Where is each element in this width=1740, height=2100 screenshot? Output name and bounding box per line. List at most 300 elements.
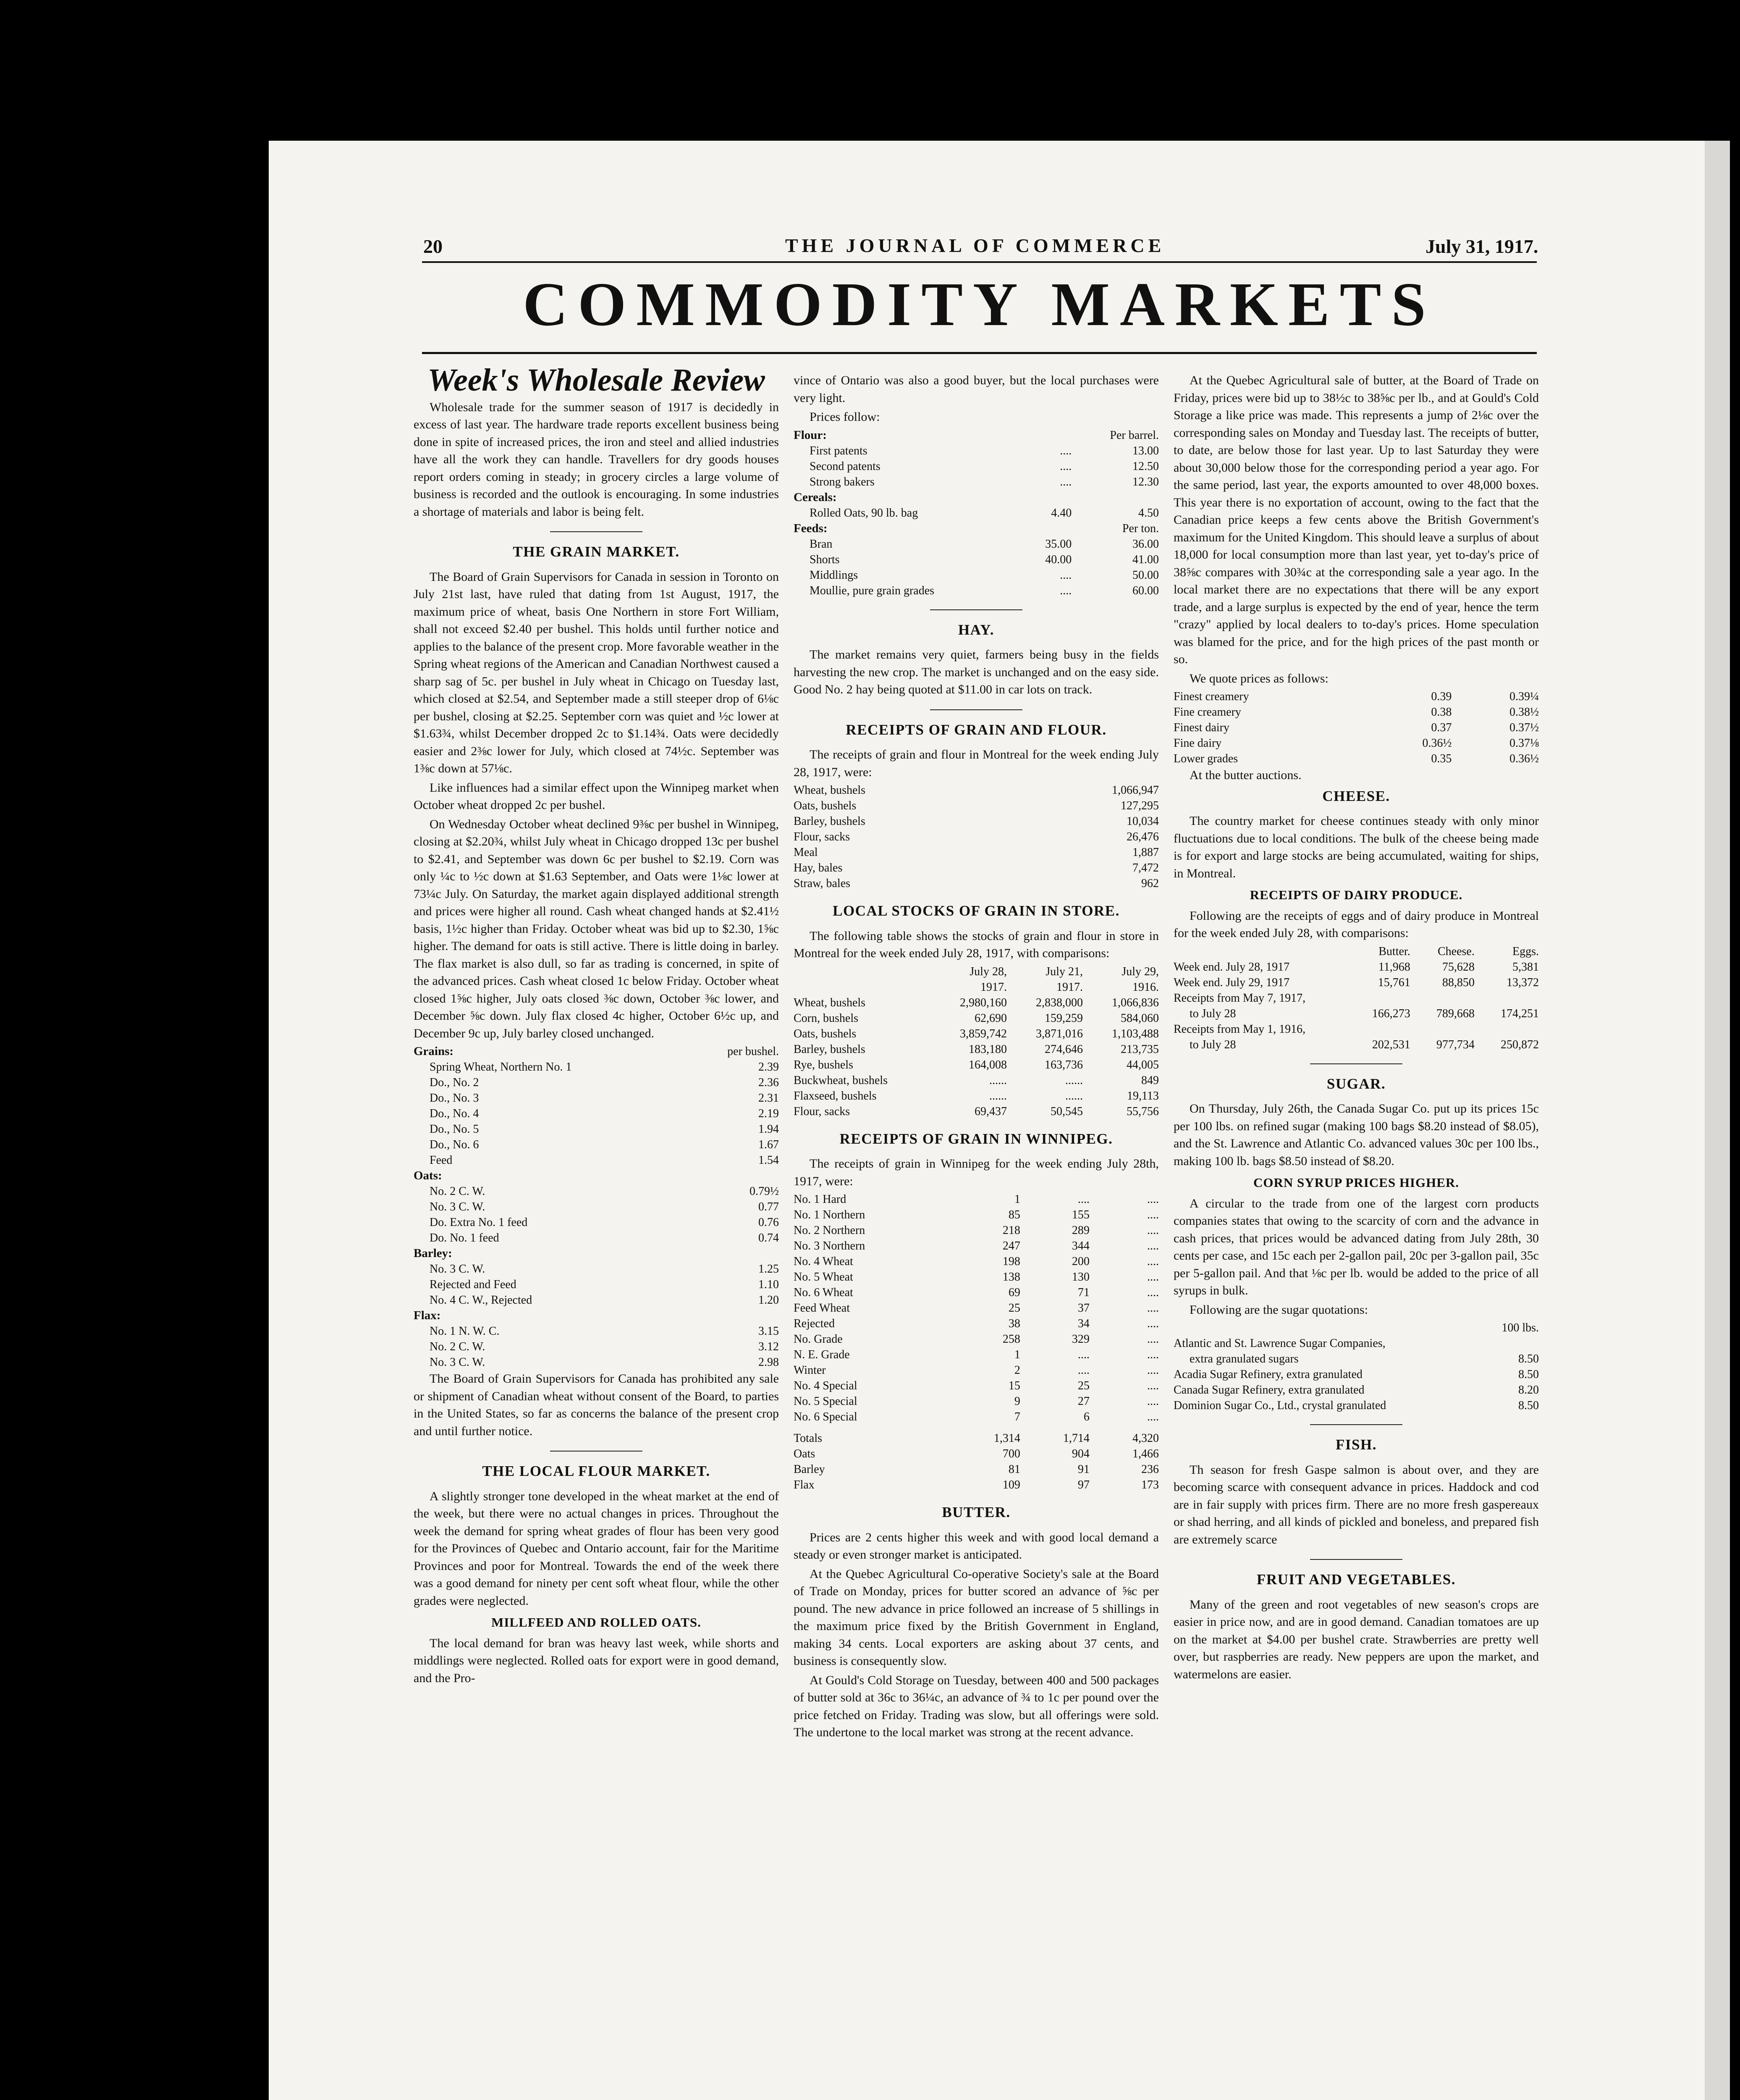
table-row [794, 1011, 1159, 1026]
row-value: 1.67 [758, 1138, 779, 1151]
row-label: Winter [794, 1364, 826, 1377]
row-value: 19,113 [1127, 1089, 1159, 1102]
table-row [794, 1477, 1159, 1493]
millfeed-heading: MILLFEED AND ROLLED OATS. [491, 1615, 701, 1630]
feeds-label: Feeds: [794, 521, 828, 535]
row-value: 71 [1077, 1286, 1090, 1299]
row-value: 55,756 [1127, 1105, 1159, 1118]
table-row [794, 1316, 1159, 1331]
row-value: .... [1147, 1255, 1159, 1268]
row-value: 2.98 [758, 1356, 779, 1369]
stocks-heading: LOCAL STOCKS OF GRAIN IN STORE. [833, 903, 1120, 919]
grains-unit: per bushel. [727, 1045, 779, 1058]
table-row [794, 1104, 1159, 1119]
row-label: Do. Extra No. 1 feed [430, 1216, 528, 1229]
row-label: Do., No. 3 [430, 1092, 479, 1105]
row-value: 3.15 [758, 1325, 779, 1338]
table-row [414, 1199, 779, 1215]
table-row [794, 1192, 1159, 1207]
row-label: Spring Wheat, Northern No. 1 [430, 1060, 572, 1074]
fruit-paragraph: Many of the green and root vegetables of new season's crops are easier in price now, and are in good demand. Canadian tomatoes are up on the market at $4.00 per bushel crate. Strawberries are pretty well over, but raspberries are ready. New peppers are upon the market, and watermelons are easier. [1174, 1597, 1539, 1681]
row-value: 8.50 [1518, 1399, 1539, 1412]
row-value: 700 [1002, 1447, 1020, 1460]
row-value: 1,314 [993, 1432, 1020, 1445]
table-row [1174, 720, 1539, 735]
butter-auctions-note: At the butter auctions. [1190, 768, 1302, 782]
row-label: Do., No. 6 [430, 1138, 479, 1151]
prices-follow: Prices follow: [810, 410, 880, 424]
table-row [794, 1026, 1159, 1042]
sugar-price-table [1174, 1320, 1539, 1413]
table-row [1174, 1398, 1539, 1413]
row-value: 977,734 [1436, 1038, 1475, 1051]
table-row [794, 1057, 1159, 1073]
row-label: No. 3 C. W. [430, 1263, 485, 1276]
row-label: No. 3 Northern [794, 1239, 865, 1252]
separator [930, 609, 1022, 610]
row-value: 4.40 [1051, 506, 1072, 520]
table-row [794, 814, 1159, 829]
row-value: 69 [1008, 1286, 1020, 1299]
winnipeg-table [794, 1192, 1159, 1493]
row-value: 1,714 [1063, 1432, 1090, 1445]
row-value: 0.77 [758, 1200, 779, 1213]
table-row [414, 1059, 779, 1075]
separator [1310, 1559, 1402, 1560]
row-value: ...... [1065, 1074, 1083, 1087]
row-value: 12.30 [1132, 475, 1159, 488]
table-row [794, 1362, 1159, 1378]
stocks-year-1: 1917. [980, 980, 1007, 994]
row-value: 166,273 [1372, 1007, 1410, 1020]
row-value: 2.39 [758, 1060, 779, 1074]
table-row [794, 1088, 1159, 1104]
row-value: 1,887 [1132, 846, 1159, 859]
row-value: 329 [1072, 1333, 1090, 1346]
row-value: 27 [1077, 1395, 1090, 1408]
row-label: Flax [794, 1478, 815, 1491]
table-row [1174, 1336, 1539, 1351]
row-value: .... [1147, 1379, 1159, 1392]
row-value: 15,761 [1378, 976, 1410, 989]
row-value: .... [1147, 1395, 1159, 1408]
separator [550, 531, 642, 532]
table-row [794, 1285, 1159, 1300]
flour-label: Flour: [794, 428, 827, 442]
row-value: 1,466 [1132, 1447, 1159, 1460]
table-row [1174, 1006, 1539, 1021]
row-value: 8.50 [1518, 1368, 1539, 1381]
row-value: 289 [1072, 1224, 1090, 1237]
table-row [794, 567, 1159, 583]
table-row [414, 1152, 779, 1168]
row-label: No. 2 Northern [794, 1224, 865, 1237]
row-value: ...... [989, 1089, 1007, 1102]
row-value: 26,476 [1127, 830, 1159, 843]
row-value: 2,980,160 [959, 996, 1007, 1009]
row-value: 174,251 [1501, 1007, 1539, 1020]
row-value: 127,295 [1121, 799, 1159, 812]
publication-title: THE JOURNAL OF COMMERCE [785, 235, 1165, 256]
table-row [794, 1073, 1159, 1088]
stocks-col-3: July 29, [1122, 965, 1159, 978]
header-rule [422, 261, 1537, 263]
row-label: No. 6 Special [794, 1410, 857, 1423]
table-row [794, 1446, 1159, 1462]
row-value: .... [1147, 1317, 1159, 1330]
row-value: 247 [1002, 1239, 1020, 1252]
row-value: ...... [1065, 1089, 1083, 1102]
row-value: 202,531 [1372, 1038, 1410, 1051]
dairy-col-cheese: Cheese. [1437, 945, 1475, 958]
section-title: COMMODITY MARKETS [523, 270, 1436, 339]
butter-paragraph: At the Quebec Agricultural Co-operative Society's sale at the Board of Trade on Monday, prices for butter scored an advance of ⅝c per pound. The new advance in price followed an increase of 5 shillings in the maximum price fixed by the British Government in England, making 34 cents. Local exporters are asking about 37 cents, and business is consequently slow. [794, 1567, 1159, 1668]
table-row [1174, 975, 1539, 990]
table-row [1174, 1037, 1539, 1053]
row-value: 198 [1002, 1255, 1020, 1268]
row-value: 37 [1077, 1302, 1090, 1315]
sugar-heading: SUGAR. [1326, 1075, 1386, 1092]
row-value: 258 [1002, 1333, 1020, 1346]
row-value: 3.12 [758, 1340, 779, 1353]
row-value: .... [1147, 1410, 1159, 1423]
table-row [414, 1184, 779, 1199]
row-value: .... [1060, 459, 1072, 473]
row-value: 2.31 [758, 1092, 779, 1105]
fish-heading: FISH. [1336, 1436, 1377, 1453]
row-label: Week end. July 28, 1917 [1174, 960, 1290, 974]
row-label: to July 28 [1190, 1007, 1236, 1020]
table-row [794, 459, 1159, 474]
row-label: No. Grade [794, 1333, 843, 1346]
row-value: 0.38 [1431, 706, 1452, 719]
row-value: 155 [1072, 1208, 1090, 1221]
row-value: 138 [1002, 1270, 1020, 1284]
row-value: .... [1147, 1348, 1159, 1361]
row-label: No. 2 C. W. [430, 1340, 485, 1353]
row-label: No. 1 Northern [794, 1208, 865, 1221]
row-label: Week end. July 29, 1917 [1174, 976, 1290, 989]
butter-quote-intro: We quote prices as follows: [1190, 671, 1329, 685]
grains-label: Grains: [414, 1045, 454, 1058]
table-row [794, 1207, 1159, 1223]
table-row [794, 583, 1159, 598]
row-value: 75,628 [1442, 960, 1475, 974]
table-row [794, 1300, 1159, 1316]
flour-price-table [794, 428, 1159, 598]
row-label: No. 4 Wheat [794, 1255, 853, 1268]
sugar-paragraph: On Thursday, July 26th, the Canada Sugar Co. put up its prices 15c per 100 lbs. on refined sugar (making 100 bags $8.20 instead of $8.05), and the St. Lawrence and Atlantic Co. advanced values 30c per 100 lbs., making 100 lb. bags $8.50 instead of $8.20. [1174, 1102, 1539, 1168]
table-row [1174, 735, 1539, 751]
table-row [1174, 959, 1539, 975]
row-label: Corn, bushels [794, 1011, 858, 1025]
row-value: 213,735 [1121, 1042, 1159, 1056]
row-value: 69,437 [974, 1105, 1007, 1118]
table-row [1174, 1367, 1539, 1382]
row-value: 3,859,742 [959, 1027, 1007, 1040]
row-label: Flaxseed, bushels [794, 1089, 877, 1102]
grain-market-heading: THE GRAIN MARKET. [513, 543, 680, 560]
row-value: 0.37⅛ [1509, 737, 1539, 750]
row-value: 200 [1072, 1255, 1090, 1268]
row-label: Flour, sacks [794, 1105, 850, 1118]
row-value: .... [1060, 584, 1072, 597]
row-label: extra granulated sugars [1190, 1352, 1299, 1365]
table-row [794, 1409, 1159, 1425]
row-value: 88,850 [1442, 976, 1475, 989]
table-row [414, 1230, 779, 1246]
grain-paragraph: The Board of Grain Supervisors for Canada has prohibited any sale or shipment of Canadian wheat without consent of the Board, to parties in the United States, so far as concerns the balance of the present crop and until further notice. [414, 1372, 779, 1438]
row-value: 13.00 [1132, 444, 1159, 457]
table-row [1174, 751, 1539, 766]
separator [1310, 1063, 1402, 1064]
row-value: .... [1060, 475, 1072, 488]
row-value: 0.39 [1431, 690, 1452, 703]
dairy-col-eggs: Eggs. [1512, 945, 1539, 958]
table-row [794, 1269, 1159, 1285]
row-value: 584,060 [1121, 1011, 1159, 1025]
table-row [414, 1121, 779, 1137]
row-label: No. 5 Wheat [794, 1270, 853, 1284]
row-label: No. 4 C. W., Rejected [430, 1294, 532, 1307]
row-label: Middlings [810, 568, 858, 582]
oats-label: Oats: [414, 1169, 442, 1182]
row-value: .... [1060, 568, 1072, 582]
fruit-heading: FRUIT AND VEGETABLES. [1257, 1571, 1456, 1588]
row-value: 1,066,947 [1112, 784, 1159, 797]
row-label: Do., No. 2 [430, 1076, 479, 1089]
row-value: 25 [1077, 1379, 1090, 1392]
row-label: Straw, bales [794, 877, 851, 890]
grain-paragraph: On Wednesday October wheat declined 9⅜c per bushel in Winnipeg, closing at $2.20¾, whilst July wheat in Chicago dropped 13c per bushel to $2.41, and September was down 6c per bushel to $2.19. Corn was only ¼c to ½c down at $1.63 September, and Oats were 1⅛c lower at 73¼c July. On Saturday, the market again displayed additional strength and prices were higher all round. Cash wheat changed hands at $2.41½ basis, 1½c higher than Friday. October wheat was bid up to $2.30, 1⅝c higher. The demand for oats is still active. There is little doing in barley. The flax market is also dull, so far as trading is concerned, in spite of the advanced prices. Cash wheat closed 1c below Friday. October wheat closed 1⅝c higher, July oats closed ⅜c down, October ⅜c lower, and December ⅝c down. July flax closed 4c higher, October 6½c up, and December 9c up, July barley closed unchanged. [414, 817, 779, 1040]
table-row [794, 1254, 1159, 1269]
table-row [794, 443, 1159, 459]
row-value: 97 [1077, 1478, 1090, 1491]
table-row [794, 1223, 1159, 1238]
row-value: 1.10 [758, 1278, 779, 1291]
hay-heading: HAY. [958, 621, 995, 638]
row-value: .... [1147, 1302, 1159, 1315]
butter-heading: BUTTER. [942, 1504, 1011, 1520]
row-value: 10,034 [1127, 815, 1159, 828]
row-label: Wheat, bushels [794, 784, 866, 797]
row-label: Totals [794, 1432, 823, 1445]
row-label: No. 1 N. W. C. [430, 1325, 500, 1338]
row-value: 1.54 [758, 1154, 779, 1167]
table-row [1174, 1382, 1539, 1398]
table-row [414, 1075, 779, 1090]
table-row [414, 1106, 779, 1121]
row-value: 12.50 [1132, 459, 1159, 473]
column-2 [794, 372, 1159, 1743]
row-value: .... [1077, 1348, 1090, 1361]
row-label: Feed [430, 1154, 453, 1167]
row-label: Canada Sugar Refinery, extra granulated [1174, 1383, 1365, 1396]
dairy-since-1916: Receipts from May 1, 1916, [1174, 1022, 1306, 1036]
corn-syrup-heading: CORN SYRUP PRICES HIGHER. [1253, 1175, 1460, 1190]
row-value: 1,103,488 [1112, 1027, 1159, 1040]
row-value: 81 [1008, 1463, 1020, 1476]
row-value: 183,180 [968, 1042, 1007, 1056]
table-row [414, 1323, 779, 1339]
table-row [414, 1354, 779, 1370]
table-row [794, 1378, 1159, 1394]
grain-paragraph: The Board of Grain Supervisors for Canada in session in Toronto on July 21st last, have ruled that dating from 1st August, 1917, the maximum price of wheat, basis One Northern in store Fort William, shall not exceed $2.40 per bushel. This holds until further notice and applies to the balance of the present crop. More favorable weather in the Spring wheat regions of the American and Canadian Northwest caused a sharp sag of 5c. per bushel in July wheat in Chicago on Tuesday last, which closed at $2.54, and September made a still steeper drop of 6⅛c per bushel, closing at $2.25. September corn was quiet and ½c lower at $1.63¾, whilst December dropped 2c to $1.14¾. Oats were decidedly easier and 2⅜c lower for July, which closed at 74½c. September was 1⅜c down at 57⅛c. [414, 570, 779, 775]
row-value: 163,736 [1044, 1058, 1083, 1071]
dairy-table [1174, 944, 1539, 1053]
row-label: Rejected [794, 1317, 835, 1330]
row-value: 344 [1072, 1239, 1090, 1252]
row-value: .... [1147, 1270, 1159, 1284]
row-value: 0.35 [1431, 752, 1452, 765]
page-edge [1705, 141, 1730, 2100]
row-label: Flour, sacks [794, 830, 850, 843]
row-value: 15 [1008, 1379, 1020, 1392]
local-flour-heading: THE LOCAL FLOUR MARKET. [482, 1463, 710, 1479]
table-row [414, 1137, 779, 1152]
row-label: Feed Wheat [794, 1302, 850, 1315]
row-value: 2,838,000 [1035, 996, 1083, 1009]
row-value: .... [1147, 1224, 1159, 1237]
row-label: Strong bakers [810, 475, 875, 488]
table-row [794, 1394, 1159, 1409]
row-value: 962 [1141, 877, 1159, 890]
separator [1310, 1424, 1402, 1425]
row-value: 9 [1014, 1395, 1020, 1408]
row-label: Hay, bales [794, 861, 843, 874]
dairy-col-butter: Butter. [1378, 945, 1410, 958]
winnipeg-paragraph: The receipts of grain in Winnipeg for the week ending July 28th, 1917, were: [794, 1157, 1159, 1188]
row-value: 3,871,016 [1035, 1027, 1083, 1040]
row-value: .... [1147, 1208, 1159, 1221]
row-value: 849 [1141, 1074, 1159, 1087]
dairy-heading: RECEIPTS OF DAIRY PRODUCE. [1250, 887, 1463, 902]
table-row [1174, 689, 1539, 704]
row-label: Barley, bushels [794, 815, 865, 828]
row-value: 50,545 [1050, 1105, 1083, 1118]
row-value: 130 [1072, 1270, 1090, 1284]
receipts-table [794, 782, 1159, 891]
row-value: 1.20 [758, 1294, 779, 1307]
row-value: 218 [1002, 1224, 1020, 1237]
row-value: 0.79½ [749, 1185, 779, 1198]
row-value: 2.19 [758, 1107, 779, 1120]
continued-paragraph: vince of Ontario was also a good buyer, but the local purchases were very light. [794, 373, 1159, 405]
table-row [794, 1331, 1159, 1347]
row-value: 173 [1141, 1478, 1159, 1491]
row-label: Acadia Sugar Refinery, extra granulated [1174, 1368, 1363, 1381]
row-value: 38 [1008, 1317, 1020, 1330]
row-value: 34 [1077, 1317, 1090, 1330]
row-label: Do. No. 1 feed [430, 1231, 499, 1244]
row-label: No. 1 Hard [794, 1193, 846, 1206]
flour-paragraph: A slightly stronger tone developed in the wheat market at the end of the week, but there were no actual changes in prices. Throughout the week the demand for spring wheat grades of flour has been very good for the Provinces of Quebec and Ontario account, fair for the Maritime Provinces and poor for Montreal. Towards the end of the week there was a good demand for ninety per cent soft wheat flour, while the other grades were neglected. [414, 1489, 779, 1608]
row-value: 44,005 [1127, 1058, 1159, 1071]
row-value: 85 [1008, 1208, 1020, 1221]
row-label: Bran [810, 537, 833, 551]
butter-paragraph: Prices are 2 cents higher this week and with good local demand a steady or even stronger market is anticipated. [794, 1530, 1159, 1562]
table-row [794, 995, 1159, 1011]
row-label: N. E. Grade [794, 1348, 850, 1361]
corn-syrup-paragraph: A circular to the trade from one of the largest corn products companies states that owing to the scarcity of corn and the advance in cash prices, that prices would be advanced dating from July 28th, 30 cents per case, and 15c each per 2-gallon pail, 20c per 3-gallon pail, 35c per 5-gallon pail. And that ⅛c per lb. would be added to the price of all syrups in bulk. [1174, 1196, 1539, 1297]
stocks-year-3: 1916. [1132, 980, 1159, 994]
table-row [794, 860, 1159, 876]
row-label: Atlantic and St. Lawrence Sugar Companies, [1174, 1337, 1386, 1350]
row-value: 0.74 [758, 1231, 779, 1244]
dairy-paragraph: Following are the receipts of eggs and of dairy produce in Montreal for the week ended July 28, with comparisons: [1174, 908, 1539, 940]
row-label: Wheat, bushels [794, 996, 866, 1009]
table-row [794, 1238, 1159, 1254]
separator [550, 1451, 642, 1452]
table-row [414, 1277, 779, 1292]
receipts-paragraph: The receipts of grain and flour in Montreal for the week ending July 28, 1917, were: [794, 748, 1159, 779]
row-value: 789,668 [1436, 1007, 1475, 1020]
hay-paragraph: The market remains very quiet, farmers being busy in the fields harvesting the new crop. The market is unchanged and on the easy side. Good No. 2 hay being quoted at $11.00 in car lots on track. [794, 648, 1159, 696]
row-value: 2.36 [758, 1076, 779, 1089]
row-value: .... [1077, 1193, 1090, 1206]
table-row [794, 829, 1159, 845]
flour-unit: Per barrel. [1110, 428, 1159, 442]
page-number: 20 [423, 236, 443, 257]
row-value: 0.37 [1431, 721, 1452, 734]
row-label: Buckwheat, bushels [794, 1074, 888, 1087]
grain-price-table [414, 1044, 779, 1370]
row-label: Barley [794, 1463, 825, 1476]
row-value: .... [1147, 1364, 1159, 1377]
stocks-year-2: 1917. [1056, 980, 1083, 994]
row-value: 60.00 [1132, 584, 1159, 597]
row-label: No. 3 C. W. [430, 1356, 485, 1369]
row-label: Oats [794, 1447, 815, 1460]
row-value: 0.38½ [1509, 706, 1539, 719]
row-label: Barley, bushels [794, 1042, 865, 1056]
table-row [414, 1215, 779, 1230]
feeds-unit: Per ton. [1122, 522, 1159, 535]
butter-paragraph: At Gould's Cold Storage on Tuesday, between 400 and 500 packages of butter sold at 36c to 36¼c, an advance of ¾ to 1c per pound over the price fetched on Friday. Trading was slow, but all offerings were sold. The undertone to the local market was strong at the recent advance. [794, 1673, 1159, 1739]
row-value: ...... [989, 1074, 1007, 1087]
winnipeg-heading: RECEIPTS OF GRAIN IN WINNIPEG. [839, 1130, 1113, 1147]
row-value: 0.76 [758, 1216, 779, 1229]
cereals-label: Cereals: [794, 490, 837, 504]
butter-price-table [1174, 689, 1539, 766]
row-label: Oats, bushels [794, 799, 857, 812]
row-value: 4,320 [1132, 1432, 1159, 1445]
row-value: 274,646 [1044, 1042, 1083, 1056]
table-row [794, 876, 1159, 891]
row-value: 0.39¼ [1509, 690, 1539, 703]
row-label: Rye, bushels [794, 1058, 853, 1071]
barley-label: Barley: [414, 1247, 452, 1260]
row-label: Finest dairy [1174, 721, 1229, 734]
row-label: Fine creamery [1174, 706, 1241, 719]
row-value: 1.25 [758, 1263, 779, 1276]
row-value: 13,372 [1507, 976, 1539, 989]
row-value: 35.00 [1045, 537, 1072, 551]
row-label: Lower grades [1174, 752, 1238, 765]
row-value: .... [1147, 1239, 1159, 1252]
table-row [414, 1339, 779, 1354]
table-row [414, 1292, 779, 1308]
row-value: 159,259 [1044, 1011, 1083, 1025]
row-value: 25 [1008, 1302, 1020, 1315]
row-value: .... [1147, 1286, 1159, 1299]
row-label: Do., No. 4 [430, 1107, 479, 1120]
cheese-paragraph: The country market for cheese continues steady with only minor fluctuations due to local conditions. The bulk of the cheese being made is for export and large stocks are being accumulated, waiting for ships, in Montreal. [1174, 814, 1539, 880]
row-value: 1 [1014, 1193, 1020, 1206]
stocks-col-1: July 28, [970, 965, 1007, 978]
row-value: .... [1147, 1333, 1159, 1346]
table-row [794, 1042, 1159, 1057]
